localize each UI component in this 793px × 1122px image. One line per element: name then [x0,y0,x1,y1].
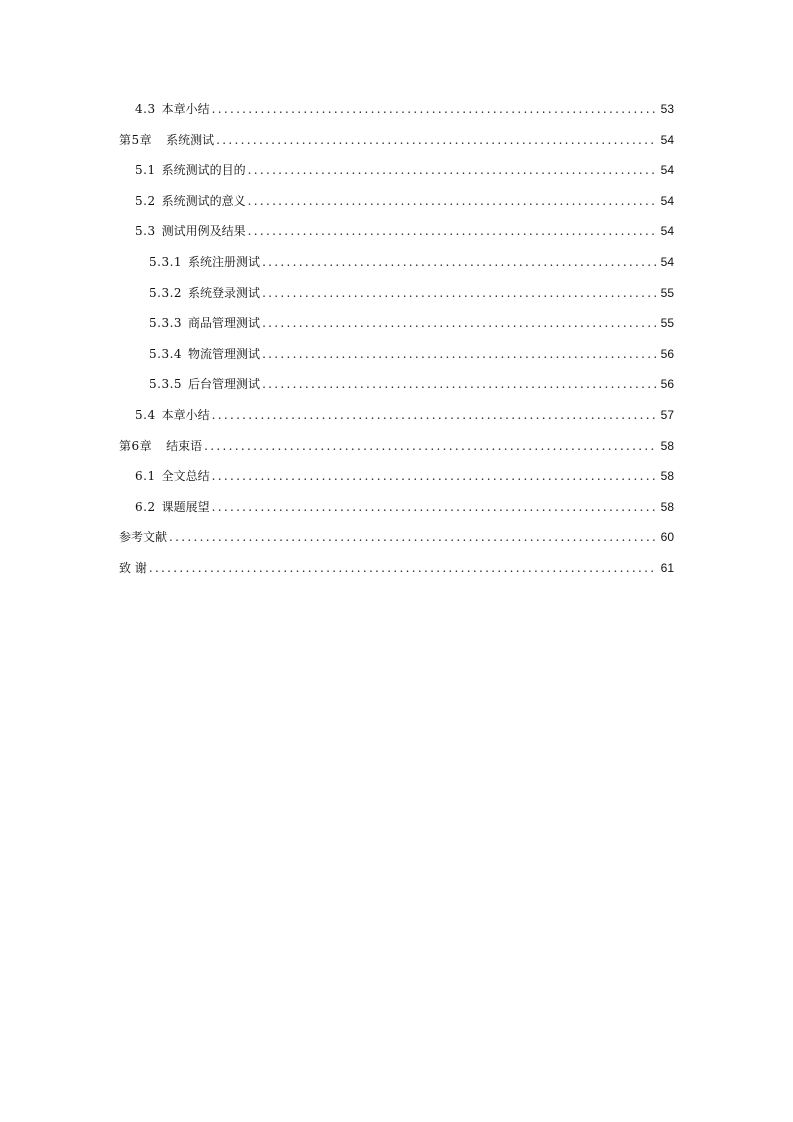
toc-entry-number: 5.3.2 [149,285,183,300]
toc-entry-5-3-1[interactable] [119,247,674,278]
toc-entry-5-1[interactable] [119,155,674,186]
dot-leader [149,553,656,584]
dot-leader [248,155,656,186]
toc-page-number: 54 [660,254,674,269]
dot-leader [212,94,656,125]
dot-leader [262,339,656,370]
toc-entry-number: 5.3.5 [149,377,183,392]
dot-leader [248,186,656,217]
toc-entry-number: 5.1 [135,163,156,178]
toc-entry-number: 5.4 [135,407,156,422]
toc-entry-number: 5.3.1 [149,254,183,269]
toc-page-number: 56 [660,377,674,392]
toc-entry-chapter-6[interactable] [119,431,674,462]
dot-leader [212,400,656,431]
toc-entry-number: 6.2 [135,499,156,514]
toc-page-number: 58 [660,438,674,453]
dot-leader [262,308,656,339]
toc-entry-title: 商品管理测试 [188,316,261,331]
toc-page-number: 58 [660,469,674,484]
toc-entry-number: 6.1 [135,469,156,484]
toc-entry-number: 第5章 [119,132,153,147]
toc-entry-title: 致 谢 [119,560,147,575]
toc-page-number: 53 [660,102,674,116]
toc-entry-acknowledgements[interactable] [119,553,674,584]
toc-entry-6-2[interactable] [119,492,674,523]
toc-entry-title: 系统登录测试 [188,285,261,300]
toc-entry-5-3-3[interactable] [119,308,674,339]
toc-page-number: 54 [660,163,674,178]
toc-page-number: 58 [660,499,674,514]
toc-entry-title: 系统测试的目的 [161,163,246,178]
toc-page-number: 54 [660,132,674,147]
toc-entry-number: 5.3 [135,224,156,239]
toc-entry-title: 系统测试的意义 [161,193,246,208]
toc-entry-title: 系统测试 [166,132,215,147]
toc-page-number: 56 [660,346,674,361]
dot-leader [212,492,656,523]
toc-page-number: 54 [660,193,674,208]
toc-entry-5-3[interactable] [119,216,674,247]
toc-entry-5-4[interactable] [119,400,674,431]
toc-entry-title: 后台管理测试 [188,377,261,392]
toc-entry-title: 测试用例及结果 [161,224,246,239]
dot-leader [262,369,656,400]
toc-page-number: 55 [660,316,674,331]
toc-entry-5-3-4[interactable] [119,339,674,370]
toc-entry-title: 全文总结 [161,469,210,484]
toc-entry-number: 5.3.4 [149,346,183,361]
toc-entry-number: 5.3.3 [149,316,183,331]
toc-page-number: 54 [660,224,674,239]
toc-entry-number: 第6章 [119,438,153,453]
dot-leader [204,431,656,462]
table-of-contents [119,94,674,584]
toc-page-number: 60 [660,530,674,545]
dot-leader [212,461,656,492]
toc-page-number: 57 [660,407,674,422]
dot-leader [216,125,656,156]
toc-entry-4-3[interactable] [119,94,674,125]
toc-entry-5-2[interactable] [119,186,674,217]
toc-entry-title: 课题展望 [161,499,210,514]
toc-entry-title: 参考文献 [119,530,168,545]
toc-entry-title: 本章小结 [161,407,210,422]
toc-entry-chapter-5[interactable] [119,125,674,156]
dot-leader [169,522,656,553]
toc-page-number: 61 [660,560,674,575]
toc-entry-title: 物流管理测试 [188,346,261,361]
toc-page-number: 55 [660,285,674,300]
toc-entry-title: 结束语 [166,438,203,453]
dot-leader [262,278,656,309]
dot-leader [262,247,656,278]
toc-entry-5-3-2[interactable] [119,278,674,309]
toc-entry-references[interactable] [119,522,674,553]
toc-entry-number: 4.3 [135,102,156,116]
toc-entry-5-3-5[interactable] [119,369,674,400]
dot-leader [248,216,656,247]
toc-entry-number: 5.2 [135,193,156,208]
toc-entry-6-1[interactable] [119,461,674,492]
toc-entry-title: 本章小结 [161,102,210,116]
toc-entry-title: 系统注册测试 [188,254,261,269]
